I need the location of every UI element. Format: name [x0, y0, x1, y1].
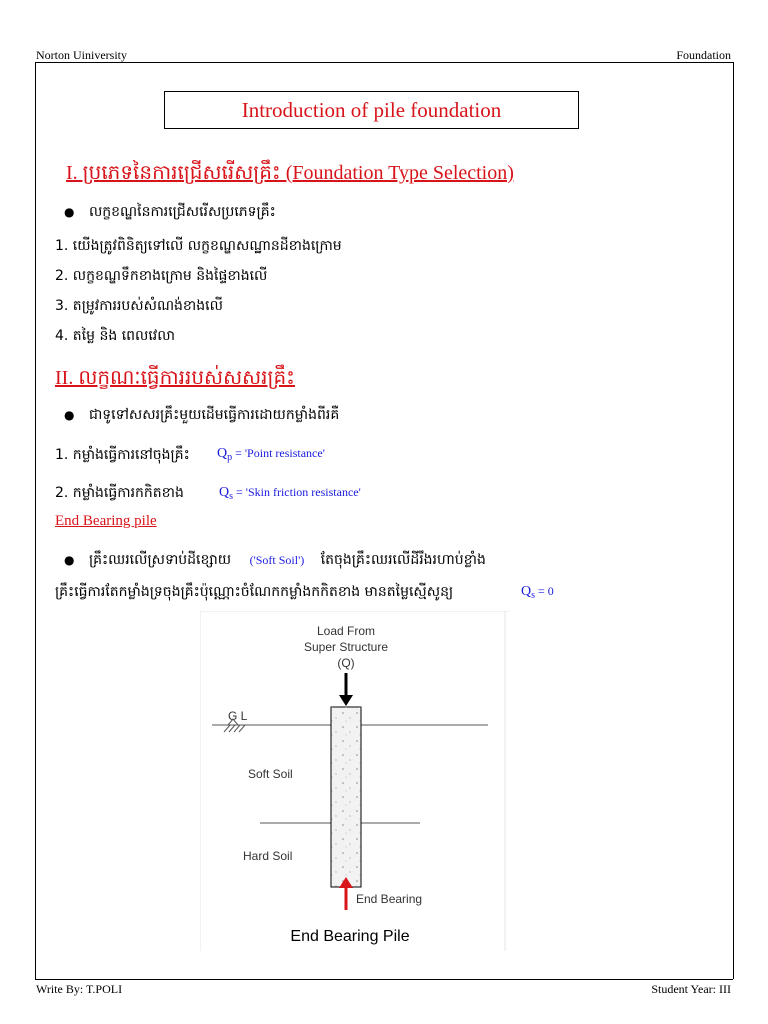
load-label-1: Load From — [316, 624, 376, 638]
footer-right: Student Year: III — [651, 982, 731, 996]
section1-item-2: 2. លក្ខខណ្ឌទឹកខាងក្រោម និងផ្ទៃខាងលើ — [55, 268, 268, 284]
left-border — [35, 62, 36, 979]
formula-point-resistance: $Q_p$ = 'Point resistance' — [217, 446, 325, 463]
page-title: Introduction of pile foundation — [164, 91, 579, 129]
load-label-2: Super Structure — [303, 640, 389, 654]
footer-left: Write By: T.POLI — [36, 982, 123, 996]
section1-heading: I. ប្រភេទនៃការជ្រើសរើសគ្រឹះ (Foundation Type Selection) — [66, 162, 514, 184]
end-bearing-line2: គ្រឹះធ្វើការតែកម្លាំងទ្រចុងគ្រឹះប៉ុណ្ណោះចំណែកកម្លាំងកកិតខាង មានតម្លៃស្មើសូន្យ — [55, 584, 454, 600]
bullet-dot-icon: ● — [64, 205, 75, 219]
section2-bullet — [64, 405, 339, 426]
bullet-dot-icon: ● — [64, 408, 75, 422]
diagram-caption: End Bearing Pile — [290, 928, 410, 945]
header-rule — [35, 62, 733, 63]
section1-item-3: 3. តម្រូវការរបស់សំណង់ខាងលើ — [55, 298, 223, 314]
formula-skin-friction: $Q_s$ = 'Skin friction resistance' — [219, 485, 361, 502]
soft-soil-label: Soft Soil — [248, 767, 293, 781]
section1-item-1: 1. យើងត្រូវពិនិត្យទៅលើ លក្ខខណ្ឌសណ្ឋានដីខាងក្រោម — [55, 238, 342, 254]
hard-soil-label: Hard Soil — [243, 849, 293, 863]
load-label-3: (Q) — [337, 656, 355, 670]
end-bearing-pile-diagram — [200, 611, 510, 951]
end-bearing-label: End Bearing — [356, 892, 423, 906]
header-right: Foundation — [676, 48, 731, 62]
section1-bullet — [64, 202, 276, 223]
section2-item-2: 2. កម្លាំងធ្វើការកកិតខាង — [55, 485, 184, 501]
section1-item-4: 4. តម្លៃ និង ពេលវេលា — [55, 328, 176, 344]
section2-bullet-text: ជាទូទៅសសរគ្រឹះមួយដើមធ្វើការដោយកម្លាំងពីរគឺ — [88, 407, 340, 423]
load-arrow-icon — [339, 673, 353, 706]
footer-rule — [35, 979, 733, 980]
formula-qs-zero: $Q_s = 0$ — [521, 584, 554, 601]
section2-item-1: 1. កម្លាំងធ្វើការនៅចុងគ្រឹះ — [55, 447, 190, 463]
section2-heading: II. លក្ខណៈធ្វើការរបស់សសរគ្រឹះ — [55, 367, 295, 389]
end-bearing-bullet-text-b: តែចុងគ្រឹះឈរលើដីរឹងរហាប់ខ្លាំង — [320, 552, 486, 568]
ground-level-label: G L — [228, 709, 248, 723]
header-left: Norton Uiniversity — [36, 48, 127, 62]
end-bearing-bullet — [64, 550, 486, 571]
right-border — [733, 62, 734, 979]
bullet-dot-icon: ● — [64, 553, 75, 567]
section1-bullet-text: លក្ខខណ្ឌនៃការជ្រើសរើសប្រភេទគ្រឹះ — [88, 204, 276, 220]
soft-soil-paren: ('Soft Soil') — [249, 553, 305, 567]
end-bearing-bullet-text-a: គ្រឹះឈរលើស្រទាប់ដីខ្សោយ — [88, 552, 232, 568]
end-bearing-subheading: End Bearing pile — [55, 513, 157, 529]
